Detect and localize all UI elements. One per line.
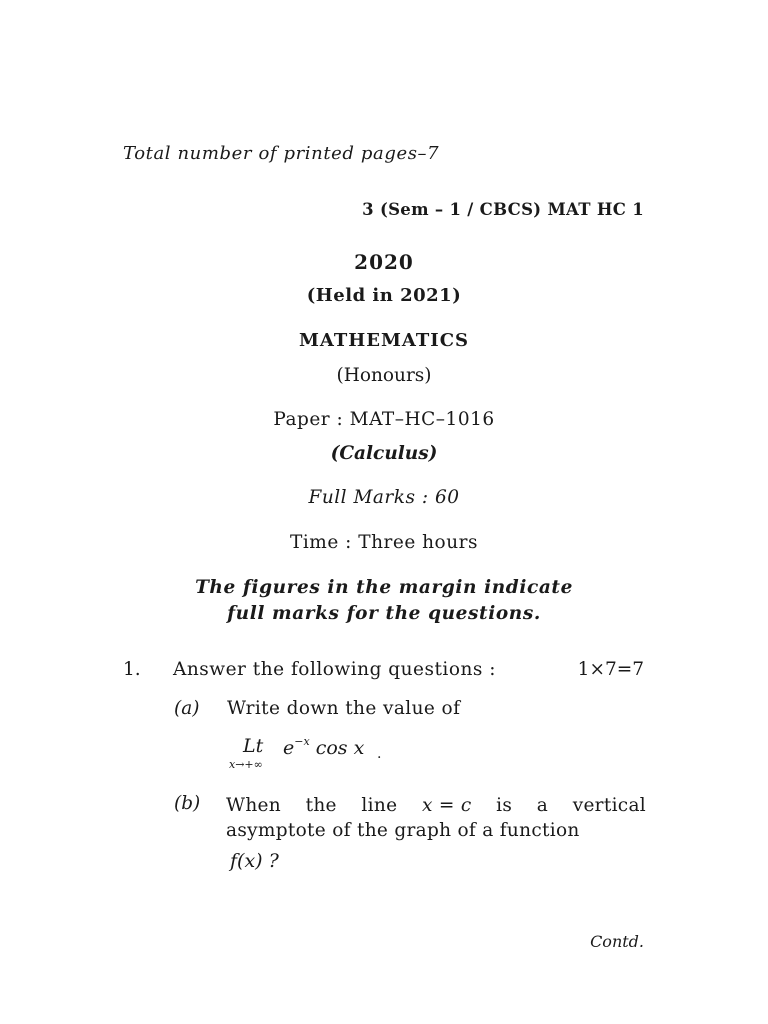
level-label: (Honours) (336, 365, 432, 386)
word: the (305, 795, 337, 816)
marks-instruction-line-2: full marks for the questions. (227, 603, 541, 624)
continued-note: Contd. (590, 932, 644, 951)
subquestion-b-line-2-text: asymptote of the graph of a function (226, 820, 580, 841)
question-marks: 1×7=7 (577, 659, 644, 680)
question-text: Answer the following questions : (173, 659, 497, 680)
subquestion-b-line-1 (226, 793, 646, 818)
subject-title: MATHEMATICS (298, 330, 470, 351)
paper-code: 3 (Sem – 1 / CBCS) MAT HC 1 (362, 200, 644, 219)
held-year: (Held in 2021) (306, 285, 462, 306)
function-fx: f(x) ? (230, 850, 279, 872)
exam-year: 2020 (354, 250, 414, 274)
expr-rest: cos x (309, 737, 365, 759)
expression-period: . (377, 746, 382, 762)
word: vertical (572, 795, 646, 816)
word: is (496, 795, 513, 816)
word: When (226, 795, 281, 816)
full-marks: Full Marks : 60 (308, 487, 460, 508)
limit-operator: Lt (243, 735, 264, 757)
math-x-equals-c: x = c (421, 795, 472, 816)
limit-expression (283, 735, 364, 759)
subquestion-b-text (226, 793, 646, 843)
limit-subscript: x→+∞ (229, 758, 263, 771)
subquestion-a-text: Write down the value of (227, 698, 461, 719)
printed-pages-note: Total number of printed pages–7 (123, 143, 440, 164)
subquestion-a-label: (a) (174, 698, 200, 719)
word: line (361, 795, 398, 816)
subquestion-b-line-2 (226, 818, 646, 843)
expr-base: e (283, 737, 295, 759)
word: a (536, 795, 549, 816)
time-allowed: Time : Three hours (290, 532, 478, 553)
marks-instruction (0, 575, 768, 627)
course-title: (Calculus) (330, 443, 438, 464)
expr-exponent: −x (294, 735, 310, 748)
paper-number: Paper : MAT–HC–1016 (273, 409, 495, 430)
marks-instruction-line-1: The figures in the margin indicate (195, 577, 573, 598)
question-number: 1. (123, 659, 141, 680)
subquestion-b-label: (b) (174, 793, 201, 814)
